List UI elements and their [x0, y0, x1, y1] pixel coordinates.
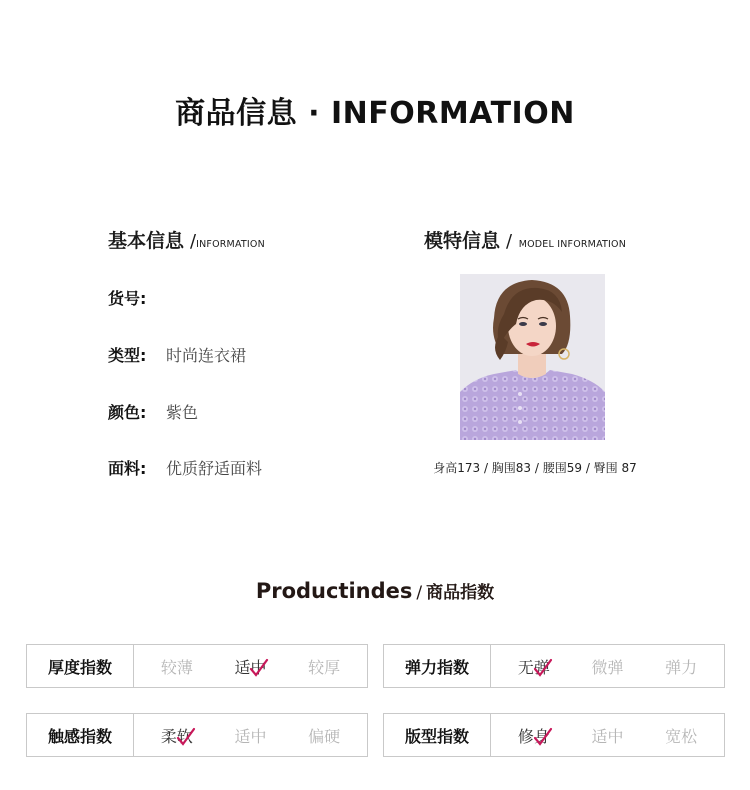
type-value: 时尚连衣裙 [166, 346, 247, 365]
index-option-text: 微弹 [591, 657, 624, 677]
index-option-text: 适中 [234, 726, 267, 746]
index-option-text: 较厚 [308, 657, 341, 677]
index-option-text: 适中 [234, 657, 267, 677]
info-row-fabric [108, 456, 262, 479]
index-option [591, 724, 623, 747]
model-info-heading-en: MODEL INFORMATION [518, 239, 627, 250]
touch-index-label: 触感指数 [27, 714, 134, 756]
model-illustration [460, 274, 605, 440]
index-option-text: 宽松 [665, 726, 698, 746]
index-option [308, 724, 340, 747]
index-option [518, 655, 550, 678]
index-option-text: 柔软 [160, 726, 193, 746]
sku-label: 货号: [108, 289, 147, 308]
color-label: 颜色: [108, 403, 147, 422]
index-title [0, 578, 750, 603]
index-option-text: 弹力 [665, 657, 698, 677]
index-option [665, 655, 697, 678]
fit-index-box [383, 713, 725, 757]
info-row-sku [108, 286, 166, 309]
thickness-index-label: 厚度指数 [27, 645, 134, 687]
index-option [665, 724, 697, 747]
basic-info-heading-cn: 基本信息 [108, 230, 185, 252]
checkmark-icon [175, 726, 197, 748]
index-option-text: 偏硬 [308, 726, 341, 746]
index-title-en: Productindes [255, 579, 413, 603]
checkmark-icon [532, 657, 554, 679]
fabric-label: 面料: [108, 459, 147, 478]
touch-index-box [26, 713, 368, 757]
page-title: 商品信息 · INFORMATION [175, 96, 575, 131]
elasticity-index-box [383, 644, 725, 688]
index-option [591, 655, 623, 678]
index-option [234, 724, 266, 747]
index-title-separator: / [416, 583, 423, 603]
model-info-heading-cn: 模特信息 [424, 230, 501, 252]
index-option [308, 655, 340, 678]
index-option [161, 724, 193, 747]
model-measurements: 身高173 / 胸围83 / 腰围59 / 臀围 87 [433, 461, 637, 475]
index-option-text: 较薄 [160, 657, 193, 677]
index-title-cn: 商品指数 [426, 583, 495, 603]
index-option-text: 适中 [591, 726, 624, 746]
index-option-text: 修身 [517, 726, 550, 746]
model-info-heading: 模特信息 / MODEL INFORMATION [424, 230, 627, 252]
type-label: 类型: [108, 346, 147, 365]
checkmark-icon [532, 726, 554, 748]
checkmark-icon [248, 657, 270, 679]
index-option [161, 655, 193, 678]
info-row-type [108, 343, 246, 366]
basic-info-heading-en: INFORMATION [196, 239, 265, 250]
model-photo [460, 274, 605, 440]
elasticity-index-label: 弹力指数 [384, 645, 491, 687]
fabric-value: 优质舒适面料 [166, 459, 263, 478]
thickness-index-box [26, 644, 368, 688]
fit-index-options [491, 714, 724, 756]
basic-info-heading: 基本信息 /INFORMATION [108, 230, 265, 252]
info-row-color [108, 400, 198, 423]
touch-index-options [134, 714, 367, 756]
thickness-index-options [134, 645, 367, 687]
index-option [234, 655, 266, 678]
elasticity-index-options [491, 645, 724, 687]
fit-index-label: 版型指数 [384, 714, 491, 756]
index-option-text: 无弹 [517, 657, 550, 677]
index-option [518, 724, 550, 747]
color-value: 紫色 [166, 403, 199, 422]
